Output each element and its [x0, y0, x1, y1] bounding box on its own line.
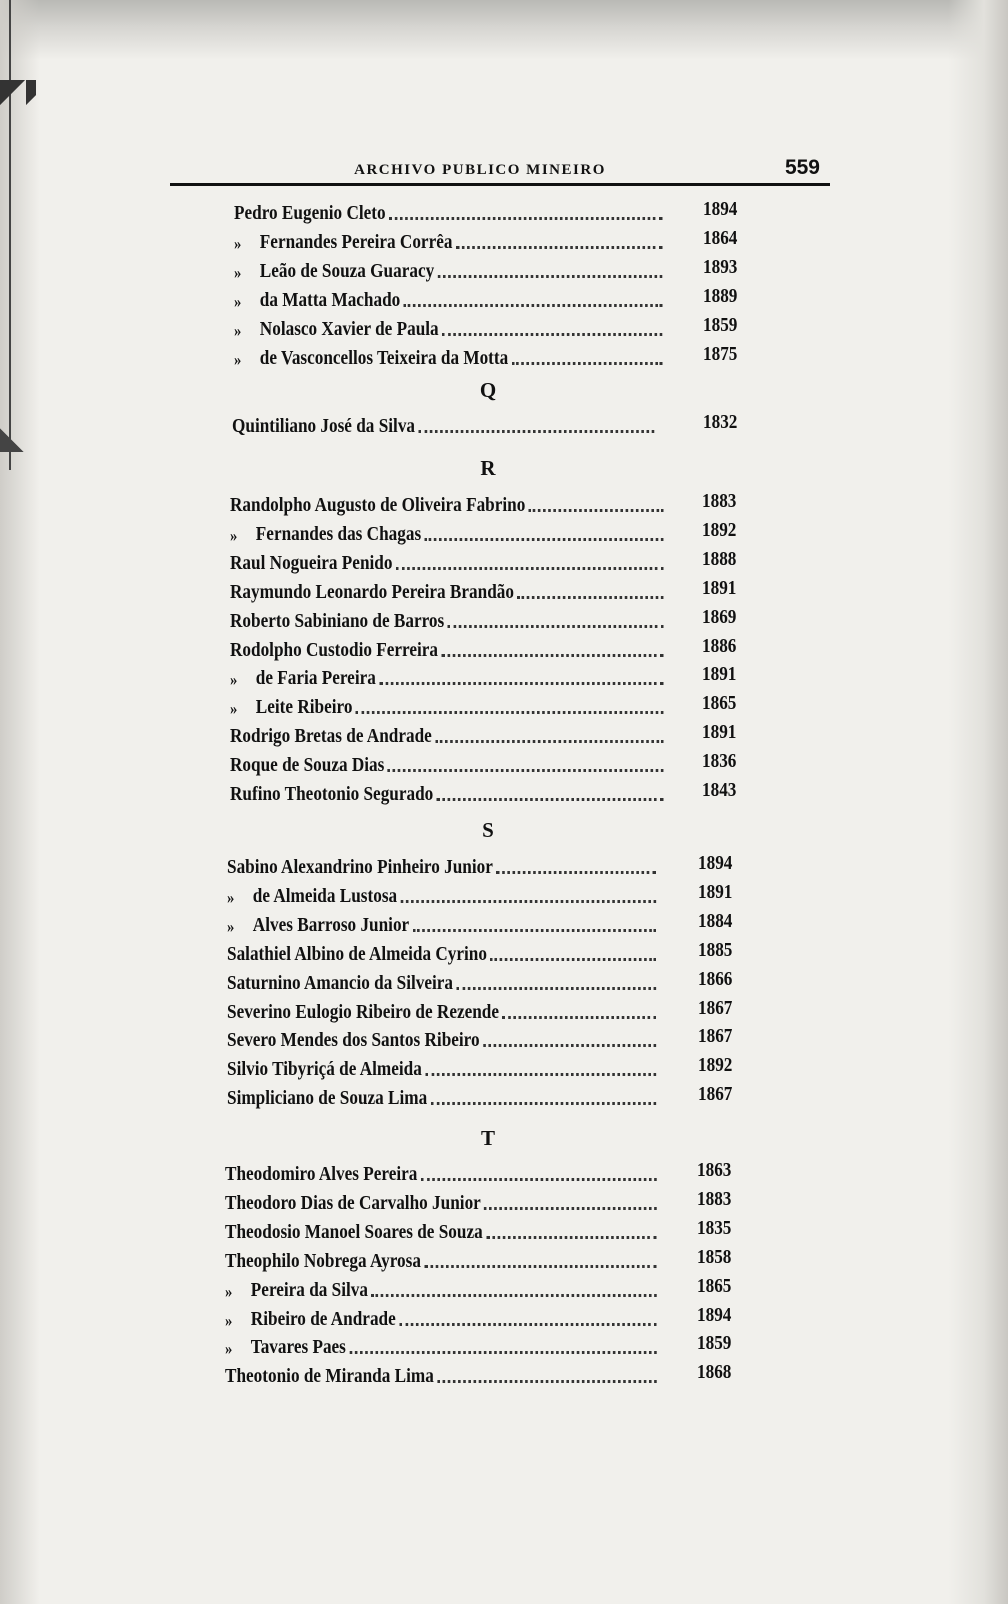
dot-leader: [483, 1044, 657, 1047]
dot-leader: [421, 1178, 657, 1181]
index-entry: [230, 488, 667, 517]
dot-leader: [388, 769, 664, 772]
dot-leader: [389, 217, 662, 220]
index-entry: [227, 850, 660, 879]
entry-year: 1894: [698, 852, 733, 874]
entry-name: da Matta Machado: [259, 288, 401, 311]
ditto-mark: »: [230, 699, 238, 719]
ditto-mark: »: [225, 1310, 233, 1330]
entry-year: 1859: [697, 1332, 732, 1355]
dot-leader: [517, 596, 663, 599]
entry-name: Salathiel Albino de Almeida Cyrino: [227, 942, 487, 965]
index-entry: [225, 1330, 660, 1359]
dot-leader: [399, 1323, 656, 1326]
entry-name: Theophilo Nobrega Ayrosa: [225, 1249, 421, 1272]
entry-name: Saturnino Amancio da Silveira: [227, 971, 454, 994]
dot-leader: [437, 1380, 656, 1383]
ditto-mark: »: [227, 887, 235, 907]
entry-year: 1891: [702, 721, 737, 744]
entry-name: Pereira da Silva: [250, 1278, 369, 1301]
entry-name: de Faria Pereira: [255, 667, 376, 690]
index-entry: [230, 575, 667, 604]
entry-name: Leite Ribeiro: [255, 696, 353, 719]
dot-leader: [401, 900, 657, 903]
entry-year: 1893: [703, 255, 738, 278]
dot-leader: [442, 333, 662, 336]
entry-name: Nolasco Xavier de Paula: [259, 317, 439, 340]
index-entry: [230, 517, 667, 546]
dot-leader: [349, 1351, 656, 1354]
entry-name: Quintiliano José da Silva: [232, 415, 416, 437]
entry-year: 1867: [698, 1025, 733, 1048]
dot-leader: [431, 1102, 657, 1105]
dot-leader: [404, 304, 663, 307]
dot-leader: [371, 1294, 656, 1297]
ditto-mark: »: [234, 262, 242, 282]
index-entry: [230, 690, 667, 719]
index-entry: [230, 546, 667, 575]
dot-leader: [435, 740, 663, 743]
dot-leader: [456, 246, 663, 249]
ditto-mark: »: [230, 525, 238, 545]
entry-name: Rufino Theotonio Segurado: [230, 783, 434, 805]
entry-name: Rodrigo Bretas de Andrade: [230, 725, 432, 748]
dot-leader: [356, 711, 664, 714]
entry-name: Sabino Alexandrino Pinheiro Junior: [227, 856, 493, 878]
ditto-mark: »: [234, 349, 242, 369]
index-entry: [225, 1215, 660, 1244]
dot-leader: [438, 275, 663, 278]
ditto-mark: »: [227, 916, 235, 936]
index-entry: [225, 1157, 660, 1186]
entry-year: 1835: [697, 1216, 732, 1239]
entry-name: de Almeida Lustosa: [252, 884, 398, 907]
index-entry: [234, 341, 666, 370]
dot-leader: [484, 1207, 656, 1210]
dot-leader: [379, 682, 663, 685]
entry-name: Roque de Souza Dias: [230, 754, 385, 777]
entry-year: 1892: [702, 518, 737, 541]
dot-leader: [437, 798, 664, 801]
entry-name: Theodoro Dias de Carvalho Junior: [225, 1191, 481, 1214]
entry-year: 1892: [698, 1054, 733, 1077]
running-title: ARCHIVO PUBLICO MINEIRO: [354, 162, 606, 178]
entry-year: 1836: [702, 750, 737, 773]
entry-year: 1891: [702, 576, 737, 599]
entry-name: Silvio Tibyriçá de Almeida: [227, 1058, 422, 1081]
index-entry: [225, 1302, 660, 1331]
entry-year: 1891: [702, 663, 737, 686]
index-entry: [227, 1052, 660, 1081]
index-entry: [230, 777, 667, 806]
dot-leader: [456, 987, 656, 990]
entry-name: Simpliciano de Souza Lima: [227, 1087, 428, 1110]
dot-leader: [425, 538, 664, 541]
section-letter-s: S: [482, 818, 494, 842]
entry-name: Rodolpho Custodio Ferreira: [230, 638, 438, 661]
ditto-mark: »: [225, 1281, 233, 1301]
ditto-mark: »: [234, 291, 242, 311]
entry-year: 1864: [703, 226, 738, 249]
index-entry: [225, 1244, 660, 1273]
entry-year: 1886: [702, 634, 737, 657]
entry-name: Ribeiro de Andrade: [250, 1307, 396, 1330]
entry-name: Severo Mendes dos Santos Ribeiro: [227, 1029, 480, 1052]
entry-year: 1883: [702, 490, 737, 512]
index-entry: [227, 908, 660, 937]
index-entry: [227, 995, 660, 1024]
entry-name: Randolpho Augusto de Oliveira Fabrino: [230, 494, 526, 516]
entry-name: Raul Nogueira Penido: [230, 551, 393, 574]
entry-name: Theodomiro Alves Pereira: [225, 1163, 418, 1185]
entry-year: 1868: [697, 1361, 732, 1384]
dot-leader: [496, 871, 656, 874]
entry-name: Severino Eulogio Ribeiro de Rezende: [227, 1000, 500, 1023]
dot-leader: [424, 1265, 656, 1268]
entry-year: 1859: [703, 313, 738, 336]
entry-name: Leão de Souza Guaracy: [259, 259, 435, 282]
dot-leader: [512, 362, 663, 365]
index-entry: [230, 604, 667, 633]
index-entry: [230, 719, 667, 748]
section-letter-r: R: [480, 456, 496, 480]
index-entry: [227, 879, 660, 908]
dot-leader: [448, 625, 664, 628]
index-entry: [234, 283, 666, 312]
index-entry: [227, 966, 660, 995]
entry-name: Fernandes Pereira Corrêa: [259, 230, 453, 253]
ditto-mark: »: [230, 670, 238, 690]
dot-leader: [396, 567, 664, 570]
dot-leader: [441, 654, 663, 657]
entry-year: 1832: [703, 411, 738, 433]
entry-year: 1885: [698, 938, 733, 961]
entry-year: 1875: [703, 342, 738, 365]
dot-leader: [413, 929, 657, 932]
entry-year: 1891: [698, 880, 733, 903]
entry-year: 1863: [697, 1159, 732, 1181]
entry-year: 1866: [698, 967, 733, 990]
entry-name: Pedro Eugenio Cleto: [234, 202, 386, 224]
entry-year: 1883: [697, 1187, 732, 1210]
entry-name: Roberto Sabiniano de Barros: [230, 609, 445, 632]
index-entry: [225, 1273, 660, 1302]
entry-name: Alves Barroso Junior: [252, 913, 410, 936]
entry-name: Fernandes das Chagas: [255, 522, 422, 545]
entry-name: Raymundo Leonardo Pereira Brandão: [230, 580, 514, 603]
index-entry: [225, 1186, 660, 1215]
index-entry: [230, 748, 667, 777]
entry-year: 1865: [697, 1274, 732, 1297]
index-entry: [234, 312, 666, 341]
section-letter-t: T: [480, 1126, 495, 1150]
dot-leader: [529, 509, 664, 512]
entry-year: 1884: [698, 909, 733, 932]
index-entry: [227, 1023, 660, 1052]
entry-year: 1869: [702, 605, 737, 628]
index-entry: [234, 254, 666, 283]
index-entry: [227, 937, 660, 966]
entry-year: 1889: [703, 284, 738, 307]
dot-leader: [502, 1016, 656, 1019]
entry-year: 1865: [702, 692, 737, 715]
entry-name: Theodosio Manoel Soares de Souza: [225, 1220, 483, 1243]
entry-year: 1867: [698, 996, 733, 1019]
entry-year: 1894: [703, 198, 738, 220]
ditto-mark: »: [234, 320, 242, 340]
index-entry: [234, 196, 666, 225]
dot-leader: [418, 430, 654, 433]
index-entry: [225, 1359, 660, 1388]
index-entry: [227, 1081, 660, 1110]
section-letter-q: Q: [479, 378, 497, 402]
ditto-mark: »: [234, 233, 242, 253]
entry-year: 1894: [697, 1303, 732, 1326]
index-entry: [230, 633, 667, 662]
entry-year: 1858: [697, 1245, 732, 1268]
dot-leader: [425, 1073, 656, 1076]
entry-name: Tavares Paes: [250, 1336, 346, 1359]
entry-year: 1867: [698, 1083, 733, 1106]
index-entry: [230, 661, 667, 690]
page-number: 559: [784, 156, 820, 179]
entry-name: de Vasconcellos Teixeira da Motta: [259, 346, 509, 369]
index-entry: [234, 225, 666, 254]
dot-leader: [490, 958, 656, 961]
ditto-mark: »: [225, 1339, 233, 1359]
entry-year: 1888: [702, 547, 737, 570]
entry-name: Theotonio de Miranda Lima: [225, 1365, 434, 1388]
dot-leader: [486, 1236, 656, 1239]
entry-year: 1843: [702, 779, 737, 801]
index-entry: [232, 409, 658, 438]
